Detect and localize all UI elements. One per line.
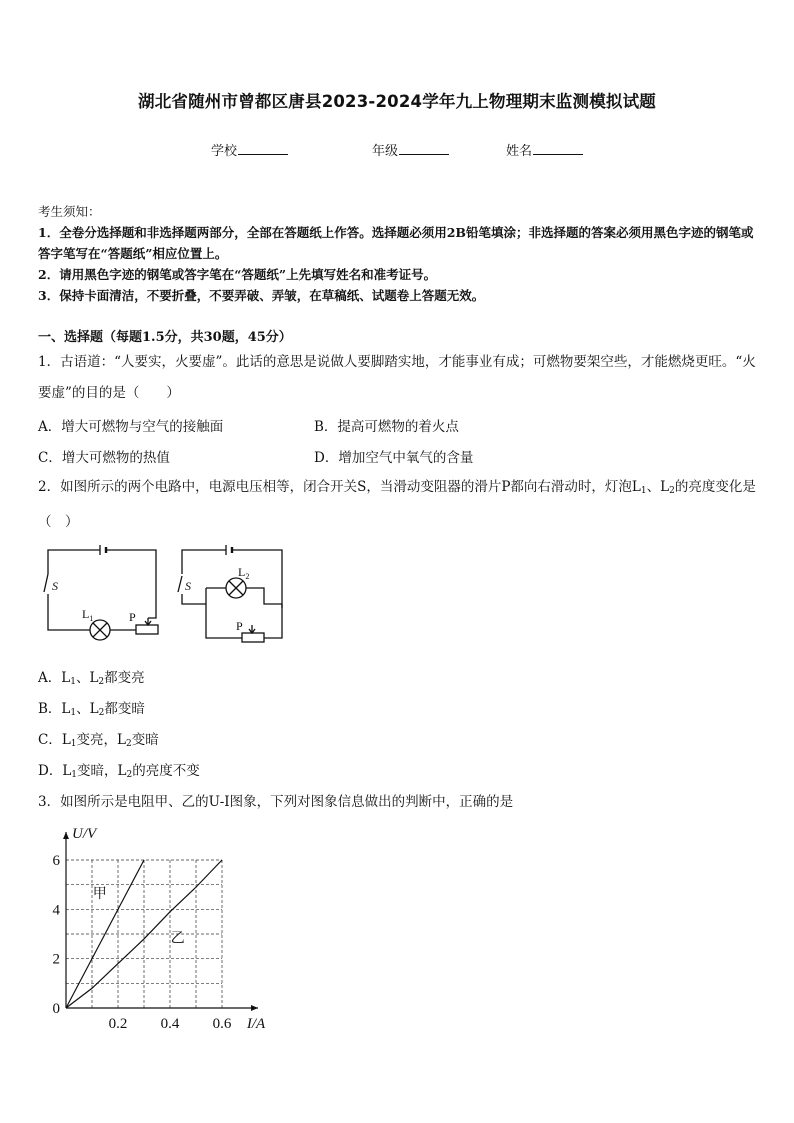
- rheostat-2: [242, 633, 264, 642]
- switch-label-2: S: [185, 579, 191, 593]
- x-tick-label: 0.2: [108, 1016, 128, 1032]
- switch-label-1: S: [52, 579, 58, 593]
- ui-chart: [40, 818, 300, 1038]
- rheostat-1: [136, 625, 158, 634]
- q2-option-d[interactable]: D．$L_1$变暗，$L_2$的亮度不变: [38, 763, 200, 780]
- name-blank[interactable]: [533, 142, 583, 155]
- grade-field[interactable]: [372, 140, 449, 159]
- page-title: 湖北省随州市曾都区唐县2023-2024学年九上物理期末监测模拟试题: [138, 92, 656, 111]
- circuit-1: [44, 545, 158, 640]
- q1-option-a[interactable]: A．增大可燃物与空气的接触面: [38, 419, 224, 435]
- notice-heading: 考生须知：: [38, 204, 101, 219]
- y-tick-label: 4: [52, 902, 60, 919]
- name-field[interactable]: [506, 140, 583, 159]
- q2-option-c[interactable]: C．$L_1$变亮，$L_2$变暗: [38, 732, 159, 749]
- q2-option-a[interactable]: A．$L_1$、$L_2$都变亮: [38, 670, 145, 687]
- series-label-2: 乙: [170, 930, 185, 947]
- q3-stem: 3．如图所示是电阻甲、乙的U-I图象，下列对图象信息做出的判断中，正确的是: [38, 794, 514, 810]
- switch-1: [44, 574, 48, 592]
- q2-stem-text: 2．如图所示的两个电路中，电源电压相等，闭合开关S，当滑动变阻器的滑片P都向右滑动时，灯泡L: [38, 479, 641, 495]
- q1-option-b[interactable]: B．提高可燃物的着火点: [314, 419, 459, 435]
- q2-stem: [38, 472, 762, 538]
- school-field[interactable]: [211, 140, 288, 159]
- lamp-label-1: $L_1$: [82, 607, 94, 623]
- grade-label: 年级: [372, 144, 399, 159]
- y-tick-label: 0: [52, 1001, 60, 1017]
- q1-option-c[interactable]: C．增大可燃物的热值: [38, 450, 170, 466]
- circuit-2: [178, 545, 282, 642]
- notice-item-1: 1．全卷分选择题和非选择题两部分，全部在答题纸上作答。选择题必须用2B铅笔填涂；非选择题的答案必须用黑色字迹的钢笔或答字笔写在“答题纸”相应位置上。: [38, 225, 754, 261]
- q2-option-b[interactable]: B．$L_1$、$L_2$都变暗: [38, 701, 145, 718]
- q2-stem-sub2: 2: [669, 486, 675, 496]
- notice-item-2: 2．请用黑色字迹的钢笔或答字笔在“答题纸”上先填写姓名和准考证号。: [38, 267, 437, 282]
- x-tick-label: 0.6: [212, 1016, 232, 1032]
- q2-stem-mid: 、L: [646, 479, 670, 495]
- name-label: 姓名: [506, 144, 533, 159]
- circuit-diagrams: [38, 538, 298, 648]
- y-axis-arrow: [63, 832, 69, 839]
- section-heading: 一、选择题（每题1.5分，共30题，45分）: [38, 330, 292, 345]
- y-tick-label: 6: [52, 853, 60, 869]
- q2-stem-post: 的亮度变化是（ ）: [38, 479, 756, 530]
- school-blank[interactable]: [238, 142, 288, 155]
- slider-label-2: P: [236, 619, 243, 633]
- q1-stem: 1．古语道：“人要实，火要虚”。此话的意思是说做人要脚踏实地，才能事业有成；可燃物要架空些，才能燃烧更旺。“火要虚”的目的是（ ）: [38, 354, 756, 401]
- q2-stem-sub1: 1: [640, 486, 647, 496]
- series-label-1: 甲: [92, 886, 107, 903]
- y-axis-label: U/V: [72, 826, 97, 842]
- x-axis-label: I/A: [246, 1016, 266, 1032]
- school-label: 学校: [211, 144, 238, 159]
- slider-label-1: P: [129, 610, 136, 624]
- q1-option-d[interactable]: D．增加空气中氧气的含量: [314, 450, 474, 466]
- notice-item-3: 3．保持卡面清洁，不要折叠，不要弄破、弄皱，在草稿纸、试题卷上答题无效。: [38, 288, 485, 303]
- x-axis-arrow: [251, 1005, 258, 1011]
- grade-blank[interactable]: [399, 142, 449, 155]
- switch-2: [178, 576, 182, 592]
- lamp-label-2: $L_2$: [238, 565, 250, 581]
- y-tick-label: 2: [52, 951, 60, 968]
- x-tick-label: 0.4: [160, 1016, 180, 1032]
